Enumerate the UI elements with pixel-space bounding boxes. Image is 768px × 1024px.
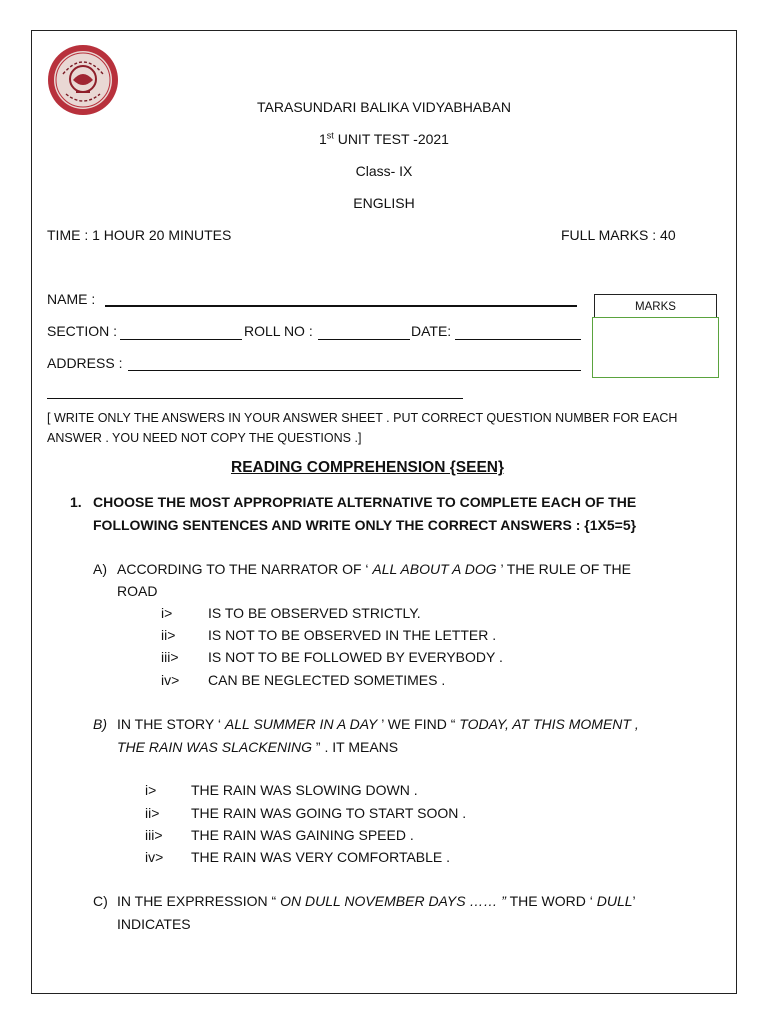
name-field[interactable] — [105, 305, 577, 307]
address-field-line-2[interactable] — [47, 398, 463, 399]
part-b-label: B) — [93, 716, 107, 732]
instructions-line-2: ANSWER . YOU NEED NOT COPY THE QUESTIONS .] — [47, 431, 362, 445]
class-label: Class- IX — [355, 163, 413, 179]
question-line-1: CHOOSE THE MOST APPROPRIATE ALTERNATIVE TO COMPLETE EACH OF THE — [93, 494, 637, 510]
part-b-option-num: i> — [145, 782, 157, 798]
part-a-option-num: i> — [161, 605, 173, 621]
instructions-line-1: [ WRITE ONLY THE ANSWERS IN YOUR ANSWER SHEET . PUT CORRECT QUESTION NUMBER FOR EACH — [47, 411, 678, 425]
name-label: NAME : — [47, 291, 96, 307]
part-b-option: THE RAIN WAS GOING TO START SOON . — [191, 805, 467, 821]
part-b-question-line-2: THE RAIN WAS SLACKENING ” . IT MEANS — [117, 739, 399, 755]
section-heading: READING COMPREHENSION {SEEN} — [231, 459, 505, 476]
subject-label: ENGLISH — [353, 195, 415, 211]
part-b-option-num: ii> — [145, 805, 160, 821]
part-b-option-num: iv> — [145, 849, 164, 865]
test-title: 1st UNIT TEST -2021 — [319, 130, 449, 147]
part-b-option: THE RAIN WAS SLOWING DOWN . — [191, 782, 418, 798]
part-c-question-line-2: INDICATES — [117, 916, 191, 932]
part-b-question: IN THE STORY ‘ ALL SUMMER IN A DAY ’ WE FIND “ TODAY, AT THIS MOMENT , — [117, 716, 639, 732]
question-number: 1. — [70, 494, 82, 510]
part-c-question: IN THE EXPRRESSION “ ON DULL NOVEMBER DAYS …… ” THE WORD ‘ DULL’ — [117, 893, 636, 909]
section-field[interactable] — [120, 339, 242, 340]
question-line-2: FOLLOWING SENTENCES AND WRITE ONLY THE CORRECT ANSWERS : {1X5=5} — [93, 517, 637, 533]
address-field[interactable] — [128, 370, 581, 371]
marks-header: MARKS — [594, 294, 717, 318]
part-a-option: IS NOT TO BE OBSERVED IN THE LETTER . — [208, 627, 497, 643]
part-b-option-num: iii> — [145, 827, 163, 843]
full-marks-label: FULL MARKS : 40 — [561, 227, 676, 243]
section-label: SECTION : — [47, 323, 118, 339]
part-a-option: IS TO BE OBSERVED STRICTLY. — [208, 605, 421, 621]
part-a-option: CAN BE NEGLECTED SOMETIMES . — [208, 672, 446, 688]
part-a-option: IS NOT TO BE FOLLOWED BY EVERYBODY . — [208, 649, 503, 665]
address-label: ADDRESS : — [47, 355, 123, 371]
roll-label: ROLL NO : — [244, 323, 313, 339]
part-a-label: A) — [93, 561, 107, 577]
roll-field[interactable] — [318, 339, 410, 340]
part-a-option-num: iii> — [161, 649, 179, 665]
time-label: TIME : 1 HOUR 20 MINUTES — [47, 227, 232, 243]
part-c-label: C) — [93, 893, 108, 909]
school-name: TARASUNDARI BALIKA VIDYABHABAN — [257, 99, 511, 115]
part-a-option-num: iv> — [161, 672, 180, 688]
marks-box — [592, 317, 719, 378]
part-b-option: THE RAIN WAS GAINING SPEED . — [191, 827, 414, 843]
date-field[interactable] — [455, 339, 581, 340]
part-a-question-line-2: ROAD — [117, 583, 158, 599]
part-b-option: THE RAIN WAS VERY COMFORTABLE . — [191, 849, 451, 865]
part-a-question: ACCORDING TO THE NARRATOR OF ‘ ALL ABOUT A DOG ’ THE RULE OF THE — [117, 561, 631, 577]
part-a-option-num: ii> — [161, 627, 176, 643]
date-label: DATE: — [411, 323, 452, 339]
